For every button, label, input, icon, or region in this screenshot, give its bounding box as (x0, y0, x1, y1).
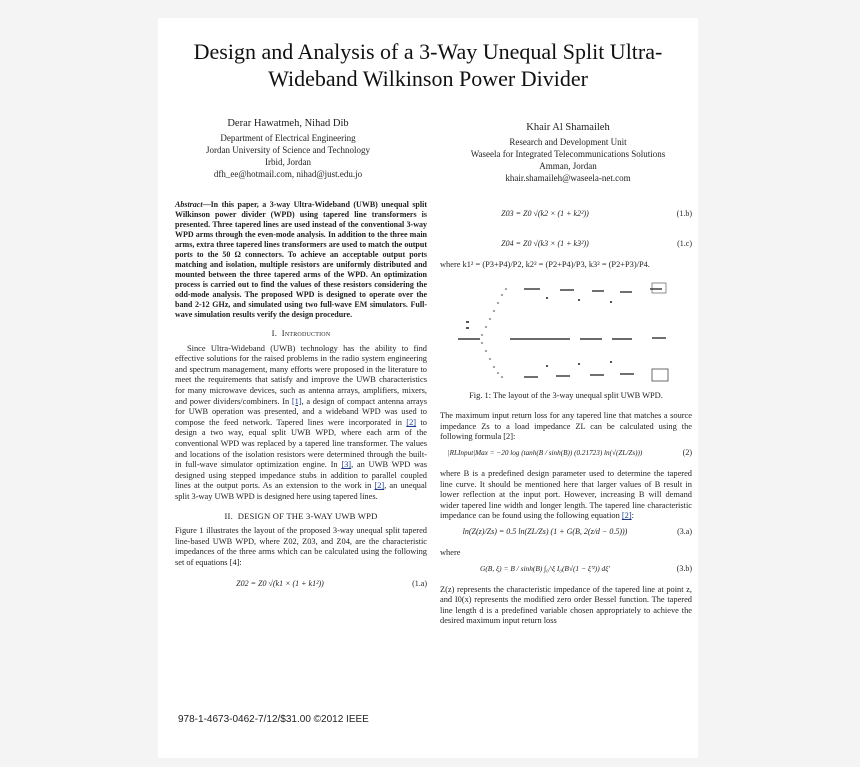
tapered-line-paragraph (440, 469, 692, 522)
equation-number: (3.b) (676, 563, 692, 573)
author-block-left (158, 118, 418, 180)
author-names: Khair Al Shamaileh (526, 122, 610, 133)
abstract-text: —In this paper, a 3-way Ultra-Wideband (UWB) unequal split Wilkinson power divider (WPD) using tapered line transformers is presented. Three tapered lines are used instead of the conventional 3-way WPD arms through the even-mode analysis. In addition to the three main arms, extra three tapered lines transformers are used to match the output ports to the 50 Ω connectors. To achieve an acceptable output ports matching and isolation, multiple resistors are uniformly distributed and mounted between the three tapered arms of the WPD. An optimization process is carried out to find the values of these resistors considering the odd-mode analysis. The proposed WPD is designed to operate over the band 2-12 GHz, and simulated using two full-wave EM simulators. Full-wave simulation results verify the design procedure. (175, 200, 427, 319)
author-dept: Research and Development Unit (509, 137, 627, 147)
citation-link[interactable]: [2] (406, 417, 417, 427)
citation-link[interactable]: [2] (621, 511, 632, 521)
layout-drawing (452, 275, 680, 387)
equation-1b (440, 204, 692, 228)
equation-number: (1.b) (676, 209, 692, 218)
equation-expression: Z04 = Z0 √(k3 × (1 + k3²)) (501, 239, 589, 248)
equation-3a (440, 522, 692, 548)
equation-expression: Z02 = Z0 √(k1 × (1 + k1²)) (236, 579, 324, 589)
section-number: I. (271, 328, 278, 338)
design-paragraph: Figure 1 illustrates the layout of the proposed 3-way unequal split tapered line-based UWB WPD, where Z02, Z03, and Z04, are the characteristic impedances of the three arms which can be calculated using the following set of equations [4]: (175, 526, 427, 567)
equation-1c (440, 234, 692, 258)
equation-number: (3.a) (677, 526, 692, 536)
equation-expression: Z03 = Z0 √(k2 × (1 + k2²)) (501, 209, 589, 218)
paper-title: Design and Analysis of a 3-Way Unequal Split Ultra-Wideband Wilkinson Power Divider (193, 39, 663, 91)
introduction-paragraph (175, 344, 427, 503)
section-number: II. (224, 510, 233, 521)
section-heading-design (175, 511, 427, 522)
return-loss-paragraph: The maximum input return loss for any tapered line that matches a source impedance Zs to a load impedance ZL can be calculated using the following formula [2]: (440, 411, 692, 442)
section-title: Introduction (281, 328, 331, 338)
wpd-layout-figure (452, 275, 680, 387)
abstract (175, 200, 427, 320)
equation-expression: |RLInput|Max = −20 log (tanh(B / sinh(B)) (0.21723) ln(√(ZL/Zs))) (447, 448, 643, 457)
text-run: , a design of compact antenna arrays for UWB operation was presented, and a wideband WPD was used to compose the feed network. Tapered lines were incorporated in (175, 396, 427, 427)
equation-2 (440, 443, 692, 469)
citation-link[interactable]: [2] (374, 481, 385, 491)
text-run: , an unequal split 3-way UWB WPD is designed here using tapered lines. (175, 481, 427, 501)
where-label: where (440, 547, 461, 557)
equation-number: (1.c) (677, 239, 692, 248)
paper-page (158, 18, 698, 758)
section-title: DESIGN OF THE 3-WAY UWB WPD (237, 510, 378, 521)
text-run: where B is a predefined design parameter used to determine the tapered line curve. It should be mentioned here that larger values of B result in lower reflection at the input port. However, increasing B will demand wider tapered line width and longer length. The tapered line characteristic impedance can be found using the following equation (440, 468, 692, 521)
author-dept: Department of Electrical Engineering (220, 133, 356, 143)
author-univ: Jordan University of Science and Technology (206, 145, 370, 155)
citation-link[interactable]: [1] (291, 396, 302, 406)
equation-number: (2) (682, 447, 692, 457)
left-column (175, 200, 427, 598)
abstract-lead: Abstract (175, 200, 203, 209)
text-run: Since Ultra-Wideband (UWB) technology has the ability to find effective solutions for the raised problems in the radio system engineering and spectrum management, many efforts were proposed in the literature to meet the requirements that satisfy and improve the UWB characteristics for many microwave devices, such as antenna arrays, amplifiers, mixers, and power dividers/combiners. In (175, 343, 427, 406)
equation-expression: ln(Z(z)/Zs) = 0.5 ln(ZL/Zs) (1 + G(B, 2(z/d − 0.5))) (462, 526, 628, 536)
author-city: Irbid, Jordan (265, 157, 311, 167)
copyright-footer: 978-1-4673-0462-7/12/$31.00 ©2012 IEEE (178, 714, 369, 725)
equation-expression: G(B, ξ) = B / sinh(B) ∫₀^ξ I₀(B√(1 − ξ'²)) dξ' (480, 563, 610, 573)
text-run: , an UWB WPD was designed using stepped impedance stubs in addition to parallel coupled lines at the output ports. As an extension to the work in (175, 460, 427, 491)
section-heading-introduction (175, 328, 427, 339)
author-block-right (438, 122, 698, 184)
author-email: dfh_ee@hotmail.com, nihad@just.edu.jo (213, 169, 363, 179)
figure-caption: Fig. 1: The layout of the 3-way unequal split UWB WPD. (469, 390, 663, 400)
author-city: Amman, Jordan (539, 161, 597, 171)
text-run: : (631, 511, 634, 521)
author-email: khair.shamaileh@waseela-net.com (505, 173, 631, 183)
text-run: to design a two way, equal split UWB WPD, where each arm of the conventional WPD was replaced by a tapered line transformer. The values and locations of the isolation resistors were determined through the built-in full-wave simulator optimization engine. In (175, 417, 427, 470)
equation-3b (440, 559, 692, 585)
equation-number: (1.a) (412, 579, 427, 589)
bessel-paragraph: Z(z) represents the characteristic impedance of the tapered line at point z, and I0(x) represents the modified zero order Bessel function. The tapered line length d is a predefined variable chosen appropriately to achieve the desired maximum input return loss (440, 584, 692, 626)
equation-1a (175, 574, 427, 598)
right-column (440, 204, 692, 627)
author-org: Waseela for Integrated Telecommunications Solutions (470, 149, 666, 159)
author-names: Derar Hawatmeh, Nihad Dib (227, 118, 349, 129)
k-definitions: where k1² = (P3+P4)/P2, k2² = (P2+P4)/P3, k3² = (P2+P3)/P4. (440, 260, 650, 269)
citation-link[interactable]: [3] (341, 460, 352, 470)
